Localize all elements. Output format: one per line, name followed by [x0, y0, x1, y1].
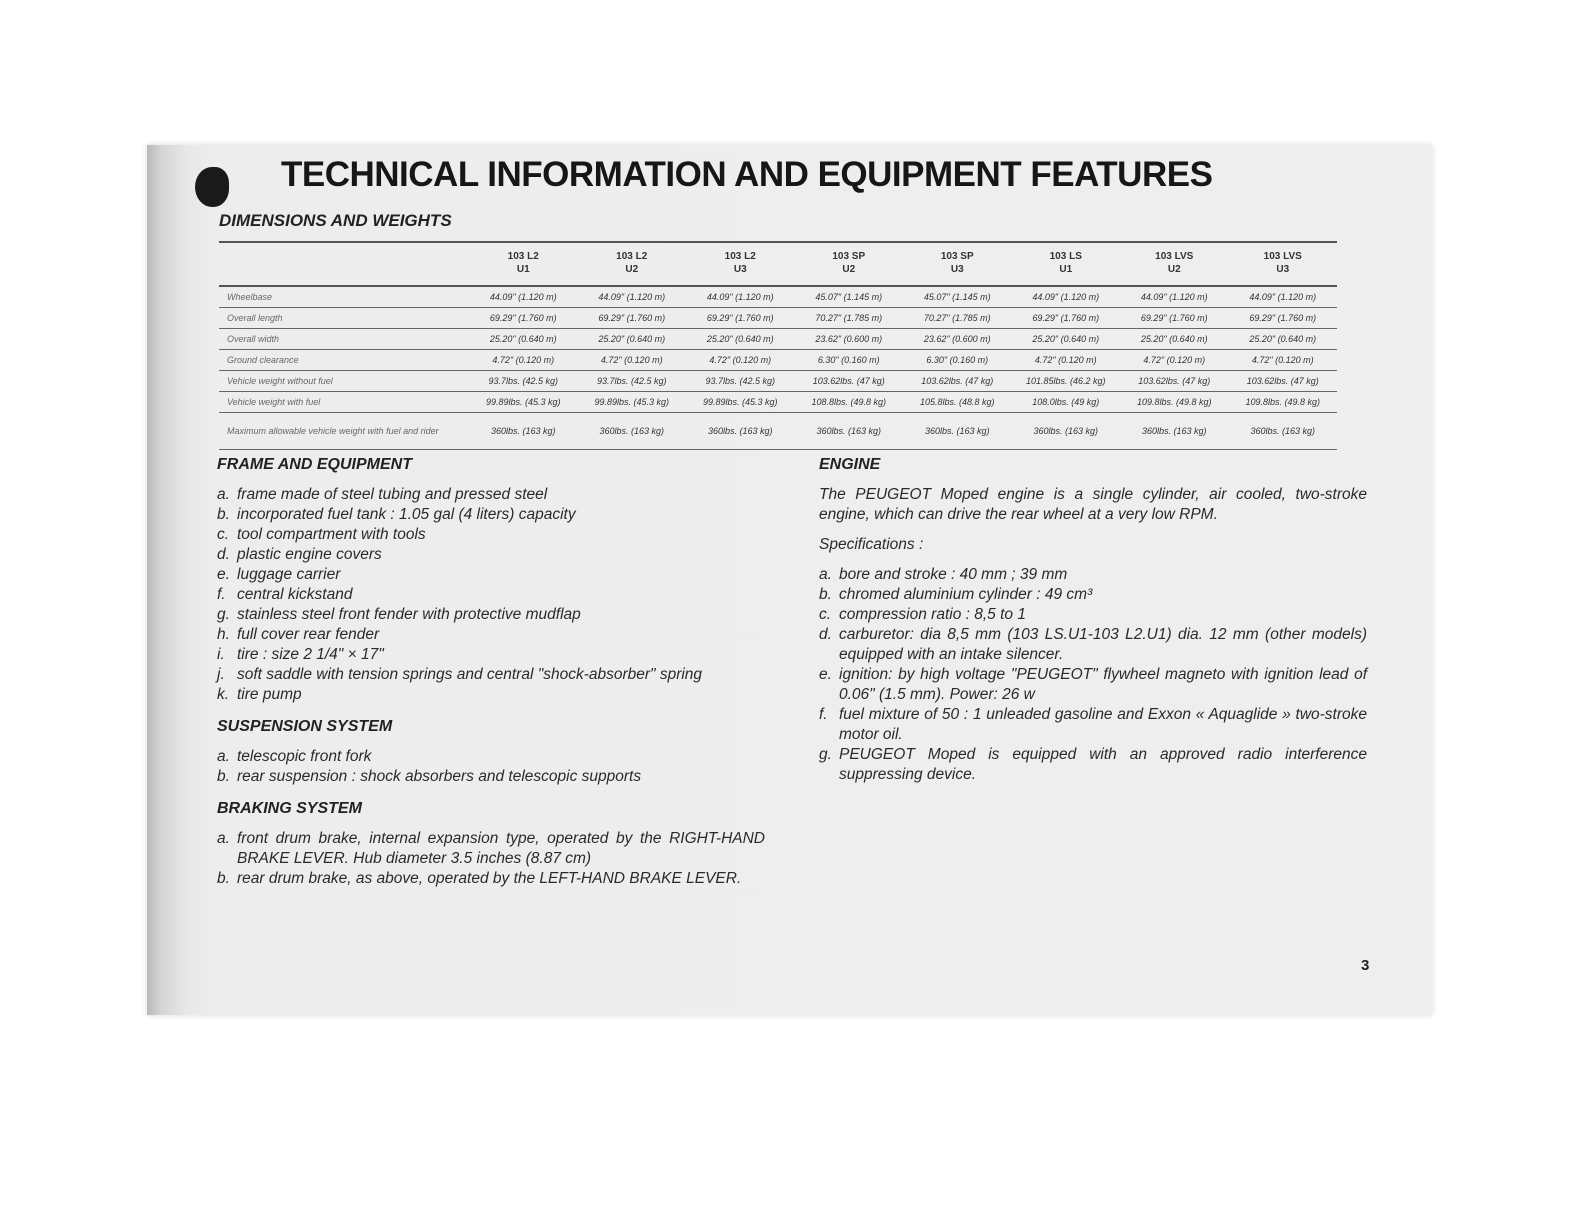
list-item-letter: e. [217, 566, 230, 583]
table-row [219, 329, 1337, 350]
table-cell: 45.07" (1.145 m) [795, 286, 904, 308]
table-cell: 103.62lbs. (47 kg) [1229, 371, 1338, 392]
list-item-letter: h. [217, 626, 230, 643]
list-item [217, 747, 765, 767]
list-item-text: fuel mixture of 50 : 1 unleaded gasoline and Exxon « Aquaglide » two-stroke motor oil. [839, 706, 1367, 743]
list-item-letter: f. [217, 586, 226, 603]
list-item-text: tire : size 2 1/4" × 17" [237, 646, 384, 663]
list-item [217, 585, 765, 605]
table-cell: 25.20" (0.640 m) [578, 329, 687, 350]
page-title: TECHNICAL INFORMATION AND EQUIPMENT FEATURES [281, 155, 1213, 194]
list-item-text: rear drum brake, as above, operated by the LEFT-HAND BRAKE LEVER. [237, 870, 742, 887]
list-item-letter: e. [819, 666, 832, 683]
table-column-header: 103 L2 U1 [469, 242, 578, 286]
list-item [217, 565, 765, 585]
list-item-letter: b. [819, 586, 832, 603]
table-cell: 69.29" (1.760 m) [469, 308, 578, 329]
table-row [219, 413, 1337, 450]
list-item-text: bore and stroke : 40 mm ; 39 mm [839, 566, 1068, 583]
list-item-text: rear suspension : shock absorbers and telescopic supports [237, 768, 642, 785]
table-header-blank [219, 242, 469, 286]
table-cell: 70.27" (1.785 m) [795, 308, 904, 329]
table-cell: 44.09" (1.120 m) [578, 286, 687, 308]
list-item-text: carburetor: dia 8,5 mm (103 LS.U1-103 L2.U1) dia. 12 mm (other models) equipped with an intake silencer. [839, 626, 1367, 663]
list-item [819, 625, 1367, 665]
list-item [819, 605, 1367, 625]
table-cell: 25.20" (0.640 m) [1012, 329, 1121, 350]
list-item-text: tire pump [237, 686, 302, 703]
list-item [217, 545, 765, 565]
page-number: 3 [1361, 957, 1370, 974]
list-item-text: incorporated fuel tank : 1.05 gal (4 liters) capacity [237, 506, 576, 523]
table-cell: 4.72" (0.120 m) [578, 350, 687, 371]
list-item-text: front drum brake, internal expansion type, operated by the RIGHT-HAND BRAKE LEVER. Hub diameter 3.5 inches (8.87 cm) [237, 830, 765, 867]
braking-list [217, 829, 765, 889]
list-item-letter: a. [217, 748, 230, 765]
table-cell: 6.30" (0.160 m) [903, 350, 1012, 371]
table-cell: 105.8lbs. (48.8 kg) [903, 392, 1012, 413]
list-item-text: soft saddle with tension springs and central "shock-absorber" spring [237, 666, 703, 683]
table-cell: 4.72" (0.120 m) [1229, 350, 1338, 371]
list-item-letter: j. [217, 666, 225, 683]
table-cell: 99.89lbs. (45.3 kg) [469, 392, 578, 413]
dimensions-table [219, 241, 1337, 450]
table-row-label: Overall width [219, 329, 469, 350]
table-cell: 103.62lbs. (47 kg) [795, 371, 904, 392]
table-cell: 4.72" (0.120 m) [1012, 350, 1121, 371]
table-cell: 69.29" (1.760 m) [1120, 308, 1229, 329]
list-item [217, 869, 765, 889]
braking-heading: BRAKING SYSTEM [217, 800, 362, 817]
list-item-letter: c. [819, 606, 832, 623]
table-cell: 93.7lbs. (42.5 kg) [469, 371, 578, 392]
list-item-text: telescopic front fork [237, 748, 372, 765]
list-item-letter: d. [819, 626, 832, 643]
frame-list [217, 485, 765, 705]
list-item-letter: g. [217, 606, 230, 623]
suspension-list [217, 747, 765, 787]
list-item-text: full cover rear fender [237, 626, 380, 643]
table-cell: 93.7lbs. (42.5 kg) [686, 371, 795, 392]
table-column-header: 103 LS U1 [1012, 242, 1121, 286]
list-item-text: compression ratio : 8,5 to 1 [839, 606, 1026, 623]
dimensions-heading: DIMENSIONS AND WEIGHTS [219, 211, 452, 230]
table-column-header: 103 SP U3 [903, 242, 1012, 286]
table-row-label: Maximum allowable vehicle weight with fuel and rider [219, 413, 469, 450]
table-row-label: Overall length [219, 308, 469, 329]
list-item-text: frame made of steel tubing and pressed steel [237, 486, 548, 503]
table-cell: 25.20" (0.640 m) [686, 329, 795, 350]
table-cell: 4.72" (0.120 m) [469, 350, 578, 371]
table-cell: 103.62lbs. (47 kg) [1120, 371, 1229, 392]
table-cell: 360lbs. (163 kg) [578, 413, 687, 450]
list-item-text: ignition: by high voltage "PEUGEOT" flywheel magneto with ignition lead of 0.06" (1.5 mm). Power: 26 w [839, 666, 1367, 703]
table-cell: 360lbs. (163 kg) [1120, 413, 1229, 450]
list-item-text: plastic engine covers [237, 546, 382, 563]
list-item-text: PEUGEOT Moped is equipped with an approved radio interference suppressing device. [839, 746, 1367, 783]
table-cell: 69.29" (1.760 m) [686, 308, 795, 329]
table-cell: 109.8lbs. (49.8 kg) [1120, 392, 1229, 413]
list-item [217, 625, 765, 645]
list-item-letter: i. [217, 646, 225, 663]
list-item-letter: b. [217, 870, 230, 887]
table-cell: 70.27" (1.785 m) [903, 308, 1012, 329]
table-cell: 99.89lbs. (45.3 kg) [686, 392, 795, 413]
table-column-header: 103 LVS U3 [1229, 242, 1338, 286]
list-item-letter: d. [217, 546, 230, 563]
table-row [219, 350, 1337, 371]
list-item-letter: f. [819, 706, 828, 723]
table-row-label: Vehicle weight with fuel [219, 392, 469, 413]
list-item-letter: b. [217, 506, 230, 523]
table-cell: 360lbs. (163 kg) [1229, 413, 1338, 450]
list-item-text: tool compartment with tools [237, 526, 426, 543]
list-item-letter: a. [217, 830, 230, 847]
table-row-label: Vehicle weight without fuel [219, 371, 469, 392]
engine-heading: ENGINE [819, 456, 881, 473]
table-column-header: 103 SP U2 [795, 242, 904, 286]
suspension-heading: SUSPENSION SYSTEM [217, 718, 393, 735]
table-cell: 4.72" (0.120 m) [1120, 350, 1229, 371]
table-column-header: 103 L2 U2 [578, 242, 687, 286]
list-item [217, 505, 765, 525]
table-cell: 6.30" (0.160 m) [795, 350, 904, 371]
table-cell: 103.62lbs. (47 kg) [903, 371, 1012, 392]
list-item [217, 829, 765, 869]
table-header-row [219, 242, 1337, 286]
section-bullet-mark [195, 167, 229, 207]
table-cell: 69.29" (1.760 m) [1012, 308, 1121, 329]
table-cell: 360lbs. (163 kg) [1012, 413, 1121, 450]
table-cell: 360lbs. (163 kg) [795, 413, 904, 450]
list-item [819, 705, 1367, 745]
list-item [819, 745, 1367, 785]
list-item-letter: k. [217, 686, 230, 703]
manual-page [147, 145, 1432, 1015]
list-item [217, 665, 765, 685]
engine-intro: The PEUGEOT Moped engine is a single cylinder, air cooled, two-stroke engine, which can drive the rear wheel at a very low RPM. [819, 486, 1367, 523]
left-column [217, 455, 765, 889]
frame-heading: FRAME AND EQUIPMENT [217, 456, 412, 473]
table-cell: 99.89lbs. (45.3 kg) [578, 392, 687, 413]
list-item [217, 645, 765, 665]
table-cell: 23.62" (0.600 m) [795, 329, 904, 350]
table-cell: 44.09" (1.120 m) [469, 286, 578, 308]
list-item-letter: b. [217, 768, 230, 785]
table-cell: 44.09" (1.120 m) [686, 286, 795, 308]
table-cell: 109.8lbs. (49.8 kg) [1229, 392, 1338, 413]
table-cell: 108.8lbs. (49.8 kg) [795, 392, 904, 413]
list-item [819, 665, 1367, 705]
table-cell: 360lbs. (163 kg) [469, 413, 578, 450]
table-cell: 4.72" (0.120 m) [686, 350, 795, 371]
specifications-label: Specifications : [819, 536, 924, 553]
table-cell: 25.20" (0.640 m) [1120, 329, 1229, 350]
right-column [819, 455, 1367, 785]
table-cell: 360lbs. (163 kg) [903, 413, 1012, 450]
list-item [217, 685, 765, 705]
table-row [219, 392, 1337, 413]
list-item-letter: a. [217, 486, 230, 503]
list-item [217, 485, 765, 505]
table-cell: 45.07" (1.145 m) [903, 286, 1012, 308]
table-cell: 101.85lbs. (46.2 kg) [1012, 371, 1121, 392]
list-item-letter: g. [819, 746, 832, 763]
table-cell: 69.29" (1.760 m) [1229, 308, 1338, 329]
list-item-text: stainless steel front fender with protective mudflap [237, 606, 581, 623]
list-item [819, 585, 1367, 605]
dimensions-table-body [219, 286, 1337, 450]
engine-spec-list [819, 565, 1367, 785]
table-row-label: Ground clearance [219, 350, 469, 371]
list-item-letter: a. [819, 566, 832, 583]
list-item [217, 605, 765, 625]
table-row [219, 371, 1337, 392]
table-row [219, 286, 1337, 308]
list-item-text: chromed aluminium cylinder : 49 cm³ [839, 586, 1093, 603]
table-cell: 108.0lbs. (49 kg) [1012, 392, 1121, 413]
table-cell: 360lbs. (163 kg) [686, 413, 795, 450]
table-cell: 44.09" (1.120 m) [1012, 286, 1121, 308]
list-item [217, 767, 765, 787]
list-item [217, 525, 765, 545]
table-cell: 44.09" (1.120 m) [1120, 286, 1229, 308]
table-cell: 25.20" (0.640 m) [469, 329, 578, 350]
table-cell: 44.09" (1.120 m) [1229, 286, 1338, 308]
list-item-letter: c. [217, 526, 230, 543]
list-item-text: central kickstand [237, 586, 353, 603]
table-cell: 25.20" (0.640 m) [1229, 329, 1338, 350]
table-row [219, 308, 1337, 329]
list-item [819, 565, 1367, 585]
table-cell: 69.29" (1.760 m) [578, 308, 687, 329]
table-column-header: 103 L2 U3 [686, 242, 795, 286]
table-cell: 23.62" (0.600 m) [903, 329, 1012, 350]
table-cell: 93.7lbs. (42.5 kg) [578, 371, 687, 392]
list-item-text: luggage carrier [237, 566, 341, 583]
table-row-label: Wheelbase [219, 286, 469, 308]
table-column-header: 103 LVS U2 [1120, 242, 1229, 286]
